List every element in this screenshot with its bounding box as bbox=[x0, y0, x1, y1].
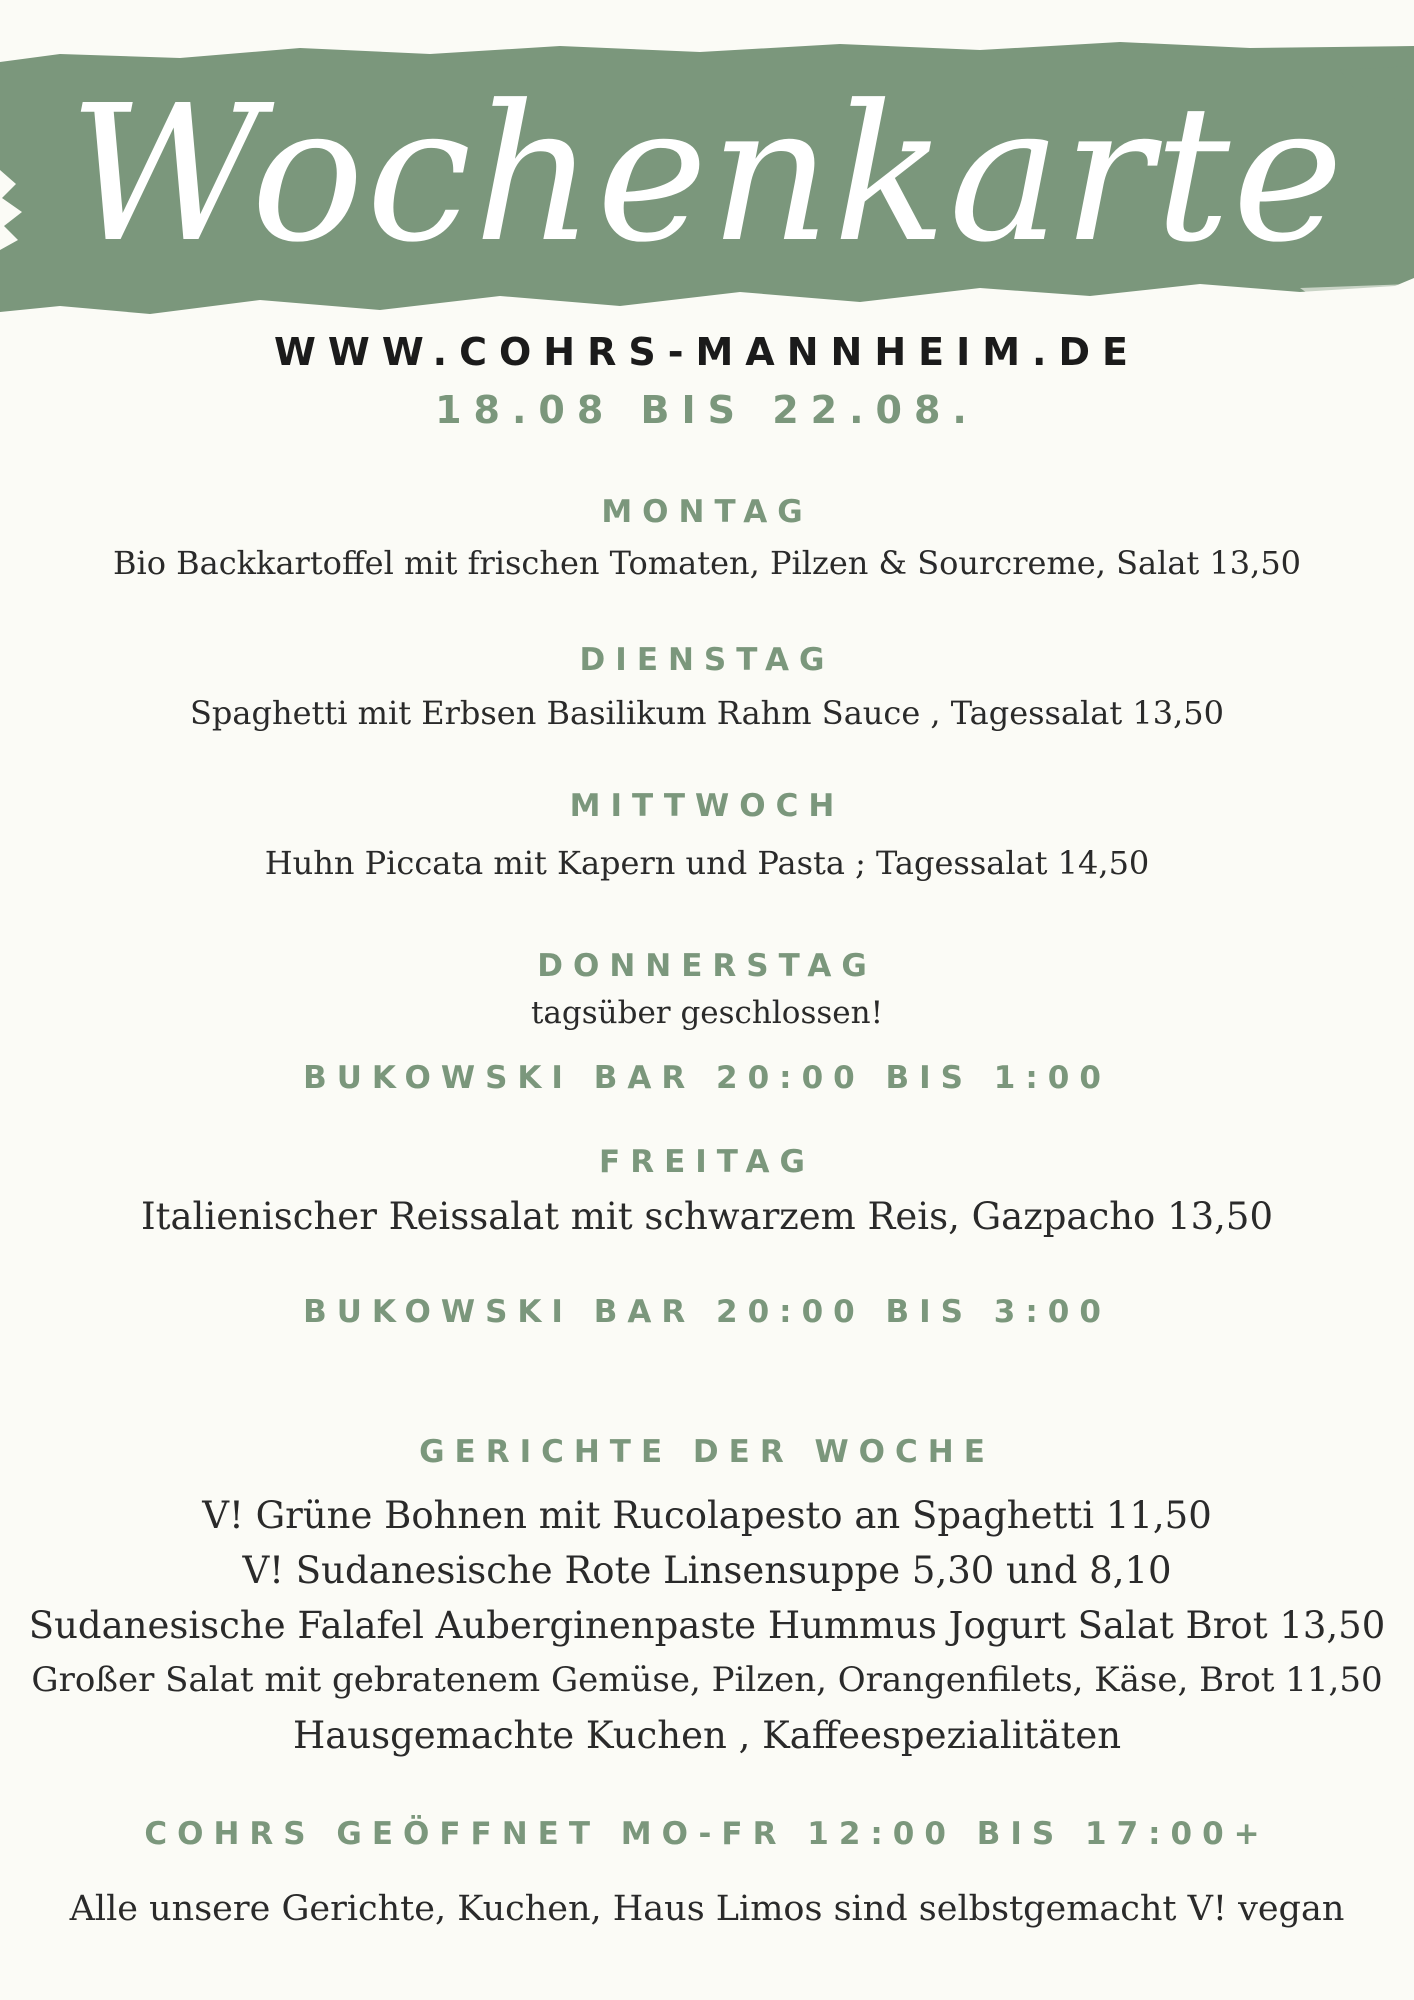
weekly-dish-item: Großer Salat mit gebratenem Gemüse, Pilzen, Orangenfilets, Käse, Brot 11,50 bbox=[31, 1660, 1383, 1700]
weekly-dish-item: V! Sudanesische Rote Linsensuppe 5,30 und 8,10 bbox=[242, 1549, 1172, 1592]
bar-hours-donnerstag: BUKOWSKI BAR 20:00 BIS 1:00 bbox=[303, 1060, 1111, 1096]
weekly-dish-item: V! Grüne Bohnen mit Rucolapesto an Spaghetti 11,50 bbox=[202, 1494, 1212, 1537]
dish-dienstag: Spaghetti mit Erbsen Basilikum Rahm Sauce , Tagessalat 13,50 bbox=[189, 694, 1224, 732]
footer-note: Alle unsere Gerichte, Kuchen, Haus Limos sind selbstgemacht V! vegan bbox=[69, 1889, 1345, 1929]
weekly-dish-item: Hausgemachte Kuchen , Kaffeespezialitäten bbox=[292, 1714, 1122, 1757]
opening-hours: COHRS GEÖFFNET MO-FR 12:00 BIS 17:00+ bbox=[144, 1816, 1270, 1852]
day-heading-mittwoch: MITTWOCH bbox=[569, 788, 845, 824]
dish-freitag: Italienischer Reissalat mit schwarzem Reis, Gazpacho 13,50 bbox=[140, 1195, 1273, 1238]
date-range: 18.08 BIS 22.08. bbox=[435, 388, 979, 432]
day-heading-freitag: FREITAG bbox=[599, 1144, 815, 1180]
bar-hours-freitag: BUKOWSKI BAR 20:00 BIS 3:00 bbox=[303, 1294, 1111, 1330]
day-heading-montag: MONTAG bbox=[601, 494, 813, 530]
dish-mittwoch: Huhn Piccata mit Kapern und Pasta ; Tagessalat 14,50 bbox=[264, 844, 1150, 882]
website-url[interactable]: WWW.COHRS-MANNHEIM.DE bbox=[274, 330, 1140, 374]
weekly-heading: GERICHTE DER WOCHE bbox=[419, 1434, 995, 1470]
weekly-dish-item: Sudanesische Falafel Auberginenpaste Hummus Jogurt Salat Brot 13,50 bbox=[28, 1604, 1386, 1647]
menu-title: Wochenkarte bbox=[68, 65, 1346, 284]
dish-donnerstag: tagsüber geschlossen! bbox=[530, 995, 884, 1031]
day-heading-dienstag: DIENSTAG bbox=[579, 642, 835, 678]
dish-montag: Bio Backkartoffel mit frischen Tomaten, Pilzen & Sourcreme, Salat 13,50 bbox=[112, 544, 1302, 582]
day-heading-donnerstag: DONNERSTAG bbox=[537, 948, 877, 984]
